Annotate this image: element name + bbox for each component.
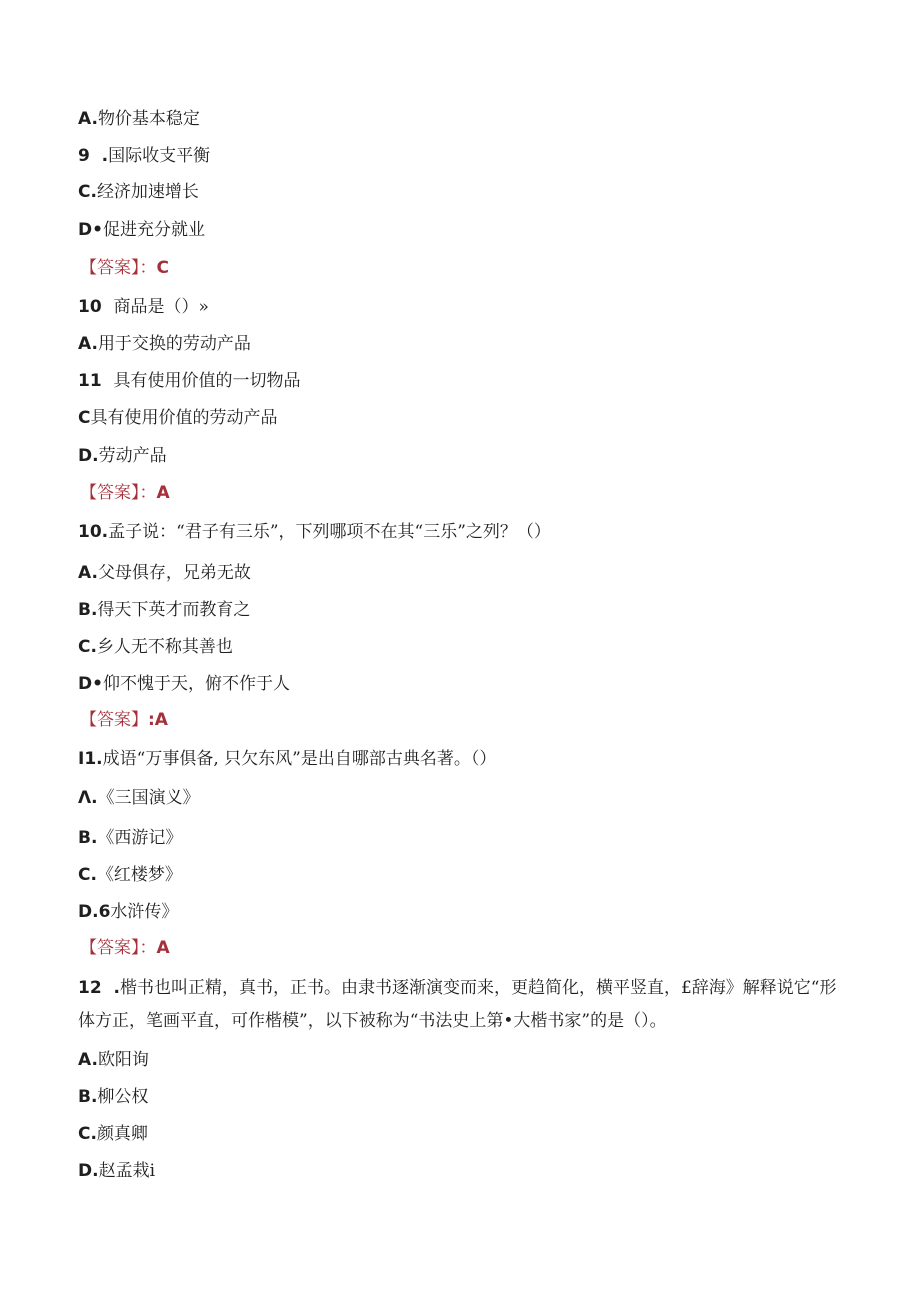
option-line: A.物价基本稳定: [78, 109, 200, 129]
question-12-paragraph: 12 .楷书也叫正精，真书，正书。由隶书逐渐演变而来，更趋简化，横平竖直，£辞海》解释说它“形体方正，笔画平直，可作楷模”，以下被称为“书法史上第•大楷书家”的是（）。: [78, 978, 837, 1031]
option-line: A.用于交换的劳动产品: [78, 334, 251, 354]
question-line: 10 商品是（）»: [78, 297, 209, 317]
answer-line: 【答案】：A: [80, 483, 170, 503]
question-line: I1.成语“万事俱备, 只欠东风”是出自哪部古典名著。（）: [78, 749, 497, 769]
option-line: A.欧阳询: [78, 1050, 149, 1070]
option-line: C.经济加速增长: [78, 182, 199, 202]
option-line: C具有使用价值的劳动产品: [78, 408, 278, 428]
option-line: 9 .国际收支平衡: [78, 146, 211, 166]
option-line: C.《红楼梦》: [78, 865, 182, 885]
option-line: C.颜真卿: [78, 1124, 148, 1144]
option-line: D.6水浒传》: [78, 902, 179, 922]
option-line: A.父母俱存，兄弟无故: [78, 563, 251, 583]
answer-line: 【答案】：A: [80, 938, 170, 958]
question-line: 10.孟子说：“君子有三乐”，下列哪项不在其“三乐”之列？（）: [78, 522, 551, 542]
option-line: C.乡人无不称其善也: [78, 637, 233, 657]
option-line: B.柳公权: [78, 1087, 149, 1107]
option-line: 11 具有使用价值的一切物品: [78, 371, 301, 391]
option-line: D.劳动产品: [78, 446, 167, 466]
answer-line: 【答案】：C: [80, 258, 169, 278]
option-line: B.得天下英才而教育之: [78, 600, 251, 620]
option-line: D.赵孟栽i: [78, 1161, 156, 1181]
option-line: D•促进充分就业: [78, 220, 205, 240]
answer-line: 【答案】:A: [80, 710, 168, 730]
option-line: D•仰不愧于天，俯不作于人: [78, 674, 290, 694]
option-line: Λ.《三国演义》: [78, 788, 200, 808]
option-line: B.《西游记》: [78, 828, 183, 848]
